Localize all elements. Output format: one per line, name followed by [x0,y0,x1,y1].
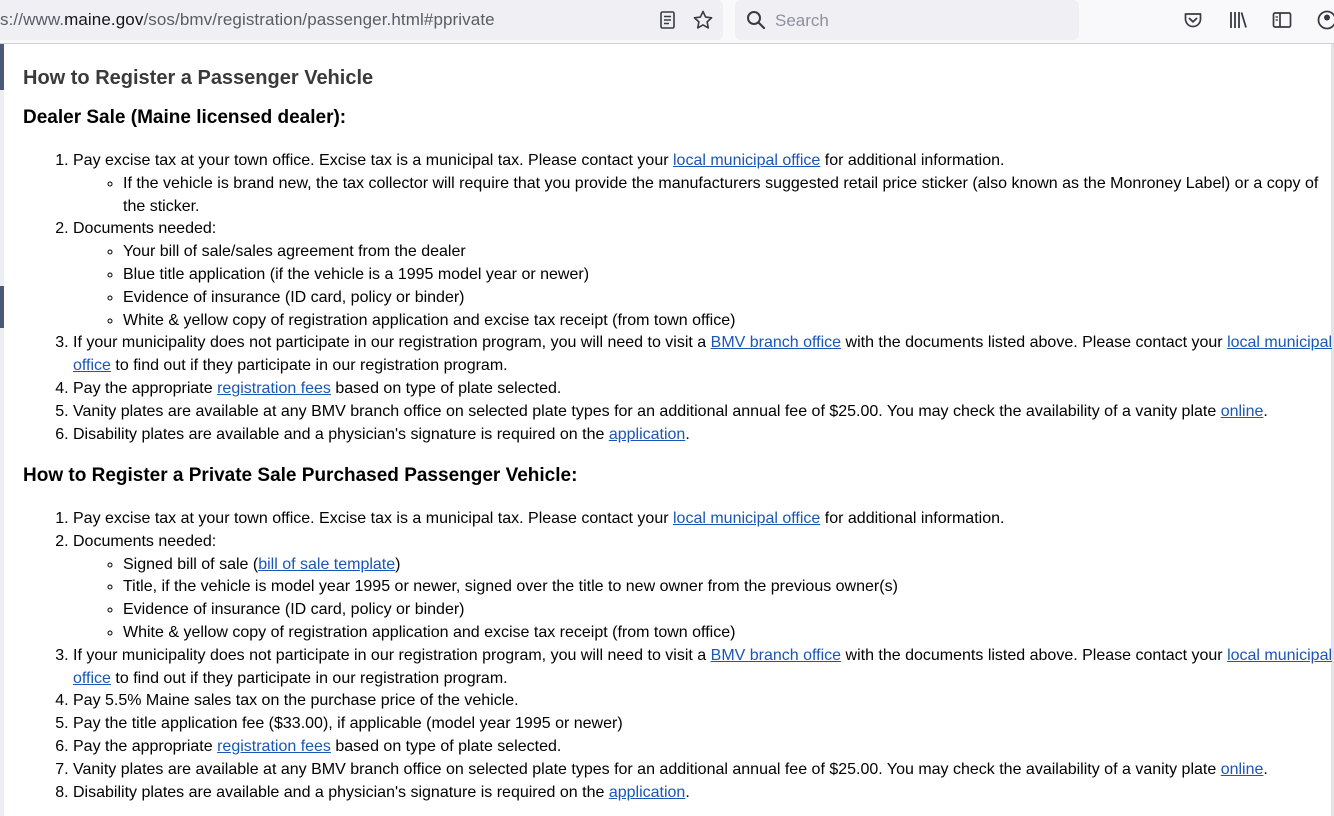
local-municipal-office-link[interactable]: local municipal office [672,510,821,527]
list-item: 6. Pay the appropriate registration fees based on type of plate selected. [73,736,1334,759]
private-steps-list [23,508,1334,804]
disability-application-link[interactable]: application [608,783,686,801]
local-municipal-office-link[interactable]: local municipal office [73,646,1333,687]
bookmark-star-icon[interactable] [692,9,714,31]
page-title: How to Register a Passenger Vehicle [23,67,374,89]
list-item: 2. Documents needed: ◦ Your bill of sale/sales agreement from the dealer ◦ Blue title application (if the vehicle is a 1995 model year or newer) ◦ Evidence of insurance (ID card, policy or binder) ◦ White & yellow copy of registration application and excise tax receipt (from town office) [73,218,1334,332]
list-item: ◦ White & yellow copy of registration application and excise tax receipt (from town office) [123,310,1334,333]
list-item: 3. If your municipality does not participate in our registration program, you will need to visit a BMV branch office with the documents listed above. Please contact your local municipal office to find out if they participate in our registration program. [73,332,1334,378]
list-item: ◦ Title, if the vehicle is model year 1995 or newer, signed over the title to new owner from the previous owner(s) [123,576,1334,599]
local-municipal-office-link[interactable]: local municipal office [672,152,821,169]
list-item: ◦ Signed bill of sale (bill of sale template) [123,554,1334,577]
list-item: ◦ White & yellow copy of registration application and excise tax receipt (from town office) [123,622,1334,645]
account-icon[interactable] [1316,9,1334,31]
registration-fees-link[interactable]: registration fees [217,379,331,397]
list-item: ◦ Blue title application (if the vehicle is a 1995 model year or newer) [123,264,1334,287]
sidebar-icon[interactable] [1271,9,1293,31]
private-sale-heading: How to Register a Private Sale Purchased Passenger Vehicle: [23,465,578,486]
list-item: 5. Pay the title application fee ($33.00), if applicable (model year 1995 or newer) [73,713,1334,736]
search-bar[interactable] [735,0,1079,40]
list-item: 8. Disability plates are available and a physician's signature is required on the application. [73,782,1334,805]
list-item: 6. Disability plates are available and a physician's signature is required on the application. [73,424,1334,447]
list-item: 1. Pay excise tax at your town office. Excise tax is a municipal tax. Please contact your local municipal office for additional information. [73,508,1334,531]
reader-view-icon[interactable] [657,9,679,31]
search-icon [746,10,766,30]
vanity-online-link[interactable]: online [1220,760,1264,778]
dealer-steps-list [23,150,1334,446]
left-edge-strip [0,44,4,816]
vanity-online-link[interactable]: online [1220,402,1264,420]
browser-toolbar [0,0,1334,44]
bmv-branch-office-link[interactable]: BMV branch office [710,646,842,664]
list-item: 7. Vanity plates are available at any BMV branch office on selected plate types for an additional annual fee of $25.00. You may check the availability of a vanity plate online. [73,759,1334,782]
list-item: ◦ Your bill of sale/sales agreement from the dealer [123,241,1334,264]
pocket-icon[interactable] [1182,9,1204,31]
list-item: ◦ Evidence of insurance (ID card, policy or binder) [123,599,1334,622]
dealer-sale-heading: Dealer Sale (Maine licensed dealer): [23,107,347,128]
library-icon[interactable] [1227,9,1249,31]
local-municipal-office-link[interactable]: local municipal office [73,334,1333,375]
list-item: 4. Pay 5.5% Maine sales tax on the purchase price of the vehicle. [73,690,1334,713]
list-item: 3. If your municipality does not participate in our registration program, you will need to visit a BMV branch office with the documents listed above. Please contact your local municipal office to find out if they participate in our registration program. [73,645,1334,691]
list-item: 2. Documents needed: ◦ Signed bill of sale (bill of sale template) ◦ Title, if the vehicle is model year 1995 or newer, signed over the title to new owner from the previous owner(s) ◦ Evidence of insurance (ID card, policy or binder) ◦ White & yellow copy of registration application and excise tax receipt (from town office) [73,531,1334,645]
disability-application-link[interactable]: application [608,425,686,443]
address-bar[interactable] [0,0,723,40]
list-item: 5. Vanity plates are available at any BMV branch office on selected plate types for an additional annual fee of $25.00. You may check the availability of a vanity plate online. [73,401,1334,424]
list-item: 1. Pay excise tax at your town office. Excise tax is a municipal tax. Please contact your local municipal office for additional information. ◦ If the vehicle is brand new, the tax collector will require that you provide the manufacturers suggested retail price sticker (also known as the Monroney Label) or a copy of the sticker. [73,150,1334,218]
registration-fees-link[interactable]: registration fees [217,737,331,755]
search-input[interactable] [773,7,1067,35]
bmv-branch-office-link[interactable]: BMV branch office [710,334,842,352]
list-item: ◦ Evidence of insurance (ID card, policy or binder) [123,287,1334,310]
list-item: 4. Pay the appropriate registration fees based on type of plate selected. [73,378,1334,401]
list-item: ◦ If the vehicle is brand new, the tax collector will require that you provide the manufacturers suggested retail price sticker (also known as the Monroney Label) or a copy of the sticker. [123,173,1334,219]
page-content [23,66,1333,801]
url-text[interactable]: s://www.maine.gov/sos/bmv/registration/passenger.html#pprivate [0,10,495,29]
bill-of-sale-template-link[interactable]: bill of sale template [258,555,396,573]
